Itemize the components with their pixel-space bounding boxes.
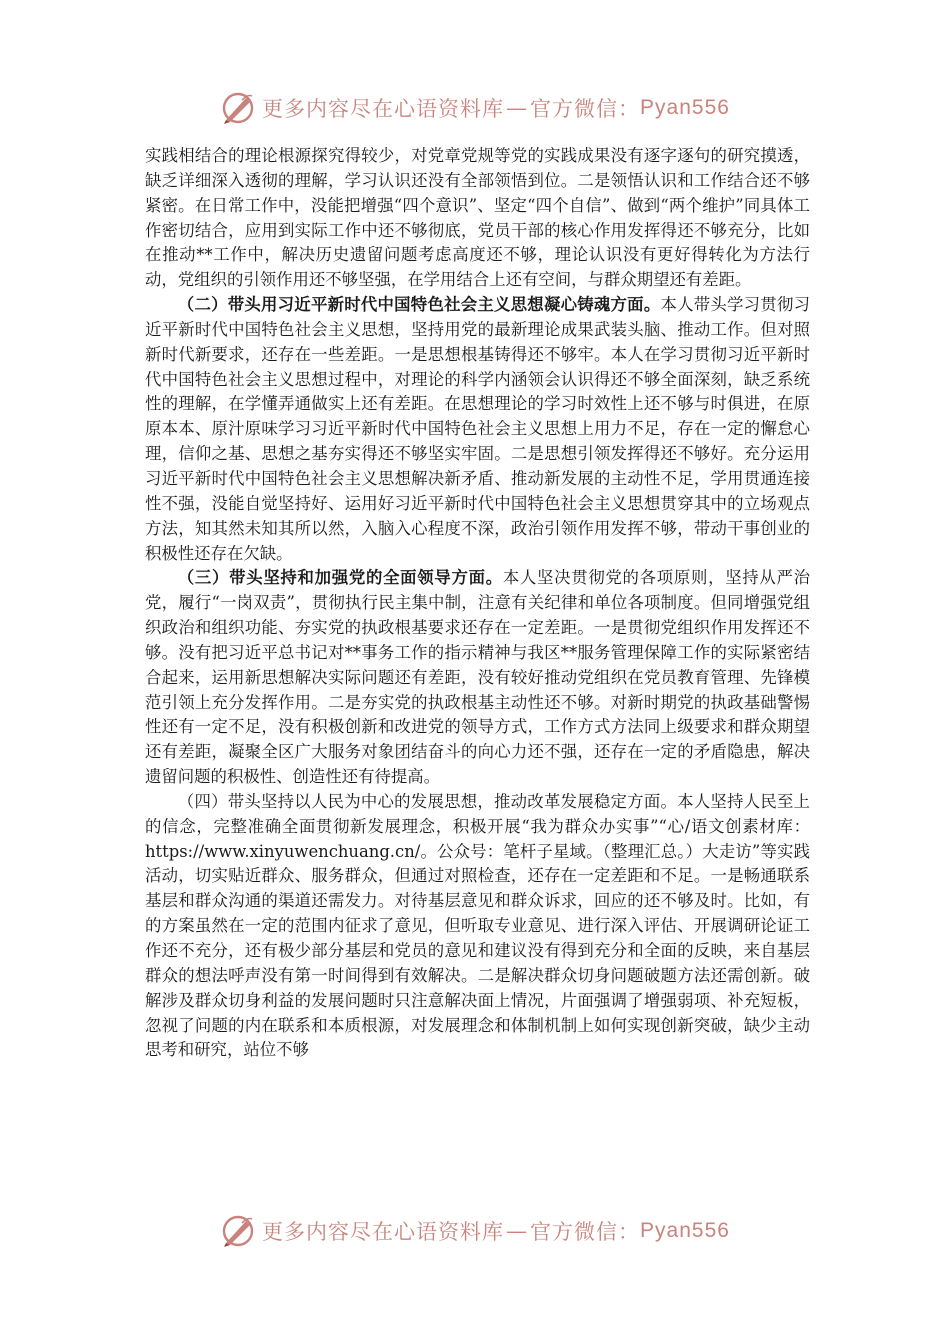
paragraph-3-heading: （三）带头坚持和加强党的全面领导方面。 xyxy=(177,568,503,588)
header-watermark xyxy=(0,86,950,130)
watermark-wechat-id: Pyan556 xyxy=(640,96,730,119)
watermark-text: 更多内容尽在心语资料库 xyxy=(262,97,505,121)
watermark-wechat-label: 官方微信： xyxy=(530,1220,641,1244)
paragraph-1-text: 实践相结合的理论根源探究得较少，对党章党规等党的实践成果没有逐字逐句的研究摸透，缺乏详细深入透彻的理解，学习认识还没有全部领悟到位。二是领悟认识和工作结合还不够紧密。在日常工作中，没能把增强“四个意识”、坚定“四个自信”、做到“两个维护”同具体工作密切结合，应用到实际工作中还不够彻底，党员干部的核心作用发挥得还不够充分，比如在推动**工作中，解决历史遗留问题考虑高度还不够，理论认识没有更好得转化为方法行动，党组织的引领作用还不够坚强，在学用结合上还有空间，与群众期望还有差距。 xyxy=(145,146,810,290)
watermark-wechat-id: Pyan556 xyxy=(640,1219,730,1242)
paragraph-1 xyxy=(145,144,810,293)
watermark-separator: — xyxy=(506,1219,529,1243)
paragraph-3-text: 本人坚决贯彻党的各项原则，坚持从严治党，履行“一岗双责”，贯彻执行民主集中制，注意有关纪律和单位各项制度。但同增强党组织政治和组织功能、夯实党的执政根基要求还存在一定差距。一是贯彻党组织作用发挥还不够。没有把习近平总书记对**事务工作的指示精神与我区**服务管理保障工作的实际紧密结合起来，运用新思想解决实际问题还有差距，没有较好推动党组织在党员教育管理、先锋模范引领上充分发挥作用。二是夯实党的执政根基主动性还不够。对新时期党的执政基础警惕性还有一定不足，没有积极创新和改进党的领导方式，工作方式方法同上级要求和群众期望还有差距，凝聚全区广大服务对象团结奋斗的向心力还不强，还存在一定的矛盾隐患，解决遗留问题的积极性、创造性还有待提高。 xyxy=(145,568,811,787)
paragraph-4-text: （四）带头坚持以人民为中心的发展思想，推动改革发展稳定方面。本人坚持人民至上的信念，完整准确全面贯彻新发展理念，积极开展“我为群众办实事”“心/语文创素材库：https://www.xinyuwenchuang.cn/。公众号：笔杆子星域。（整理汇总。）大走访”等实践活动，切实贴近群众、服务群众，但通过对照检查，还存在一定差距和不足。一是畅通联系基层和群众沟通的渠道还需发力。对待基层意见和群众诉求，回应的还不够及时。比如，有的方案虽然在一定的范围内征求了意见，但听取专业意见、进行深入评估、开展调研论证工作还不充分，还有极少部分基层和党员的意见和建议没有得到充分和全面的反映，来自基层群众的想法呼声没有第一时间得到有效解决。二是解决群众切身问题破题方法还需创新。破解涉及群众切身利益的发展问题时只注意解决面上情况，片面强调了增强弱项、补充短板，忽视了问题的内在联系和本质根源，对发展理念和体制机制上如何实现创新突破，缺少主动思考和研究，站位不够 xyxy=(145,791,810,1060)
paragraph-2-heading: （二）带头用习近平新时代中国特色社会主义思想凝心铸魂方面。 xyxy=(177,295,661,315)
pen-logo-icon xyxy=(220,90,256,126)
paragraph-3 xyxy=(145,566,810,790)
watermark-separator: — xyxy=(506,96,529,120)
paragraph-2-text: 本人带头学习贯彻习近平新时代中国特色社会主义思想，坚持用党的最新理论成果武装头脑、推动工作。但对照新时代新要求，还存在一些差距。一是思想根基铸得还不够牢。本人在学习贯彻习近平新时代中国特色社会主义思想过程中，对理论的科学内涵领会认识得还不够全面深刻，缺乏系统性的理解，在学懂弄通做实上还有差距。在思想理论的学习时效性上还不够与时俱进，在原原本本、原汁原味学习习近平新时代中国特色社会主义思想上用力不足，存在一定的懈怠心理，信仰之基、思想之基夯实得还不够坚实牢固。二是思想引领发挥得还不够好。充分运用习近平新时代中国特色社会主义思想解决新矛盾、推动新发展的主动性不足，学用贯通连接性不强，没能自觉坚持好、运用好习近平新时代中国特色社会主义思想贯穿其中的立场观点方法，知其然未知其所以然，入脑入心程度不深，政治引领作用发挥不够，带动干事创业的积极性还存在欠缺。 xyxy=(145,295,811,563)
footer-watermark xyxy=(0,1209,950,1253)
paragraph-2 xyxy=(145,293,810,566)
paragraph-4 xyxy=(145,790,810,1063)
pen-logo-icon xyxy=(220,1213,256,1249)
watermark-text: 更多内容尽在心语资料库 xyxy=(262,1220,505,1244)
watermark-wechat-label: 官方微信： xyxy=(530,97,641,121)
document-body xyxy=(145,144,810,1063)
